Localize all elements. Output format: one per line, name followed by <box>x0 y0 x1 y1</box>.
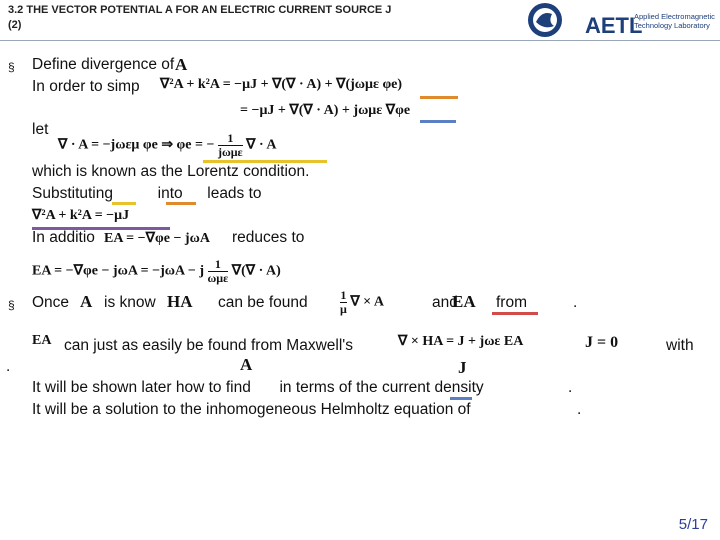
solution-text: It will be a solution to the inhomogeneous Helmholtz equation of <box>32 401 471 418</box>
addition-text: In additio <box>32 229 95 246</box>
equation-1a: ∇²A + k²A = −μJ + ∇(∇ · A) + ∇(jωμε φe) <box>160 77 403 92</box>
equation-2-denominator: jωμε <box>217 145 243 159</box>
define-label: Define divergence of <box>32 56 175 73</box>
page-number: 5/17 <box>678 516 708 533</box>
symbol-A-2: A <box>240 355 253 374</box>
once-numerator: 1 <box>340 288 347 302</box>
underline-blue-2 <box>450 397 472 400</box>
maxwell-text: can just as easily be found from Maxwell's <box>64 337 353 354</box>
solution-period: . <box>577 401 582 418</box>
slide-title <box>8 3 391 33</box>
equation-2-tail: ∇ · A <box>246 137 277 153</box>
lab-logo: AETL <box>585 13 643 38</box>
underline-red <box>492 312 538 315</box>
bullet-marker: § <box>8 60 15 74</box>
later-text <box>32 379 484 397</box>
equation-4-numerator: 1 <box>214 257 221 271</box>
equation-4-lhs: EA = −∇φe − jωA = −jωA − j <box>32 263 204 279</box>
later-text-a: It will be shown later how to find <box>32 379 251 396</box>
once-symbol-A: A <box>80 292 93 311</box>
equation-2-fraction <box>218 132 243 159</box>
slide-title-line2: (2) <box>8 19 22 31</box>
from-text: from <box>496 294 527 311</box>
symbol-J: J <box>458 358 467 377</box>
once-text: Once <box>32 294 70 311</box>
equation-4-tail: ∇(∇ · A) <box>231 263 281 279</box>
and-text: and <box>432 294 458 311</box>
simplify-text: In order to simp <box>32 78 140 95</box>
once-symbol-HA: HA <box>167 292 193 311</box>
university-seal-icon <box>524 0 566 40</box>
can-be-found-text: can be found <box>218 294 308 311</box>
later-period: . <box>568 379 573 396</box>
underline-yellow-2 <box>112 202 136 205</box>
leads-to-label: leads to <box>207 185 262 202</box>
equation-2-lhs: ∇ · A = −jωεμ φe ⇒ φe = − <box>58 137 215 153</box>
once-equation <box>340 289 384 316</box>
equation-3: ∇²A + k²A = −μJ <box>32 208 130 223</box>
later-text-b: in terms of the current density <box>279 379 484 396</box>
lab-logo-subtitle: Applied Electromagnetic Technology Laboratory <box>634 12 715 30</box>
lorenz-text: which is known as the Lorentz condition. <box>32 163 310 180</box>
once-equation-tail: ∇ × A <box>350 294 384 310</box>
ea-symbol: EA <box>32 333 52 348</box>
equation-2 <box>58 132 277 159</box>
maxwell-equation: ∇ × HA = J + jωε EA <box>398 334 524 349</box>
stray-period: . <box>6 358 11 375</box>
equation-2-numerator: 1 <box>227 131 234 145</box>
underline-blue-1 <box>420 120 456 123</box>
substituting-line <box>32 185 262 203</box>
equation-4-fraction <box>208 258 229 285</box>
into-label: into <box>157 185 183 202</box>
once-symbol-EA: EA <box>452 292 476 311</box>
addition-equation: EA = −∇φe − jωA <box>104 231 210 246</box>
once-period: . <box>573 294 578 311</box>
equation-4-denominator: ωμε <box>207 271 229 285</box>
bullet-marker-2: § <box>8 298 15 312</box>
underline-orange-1 <box>420 96 458 99</box>
symbol-A: A <box>175 55 188 74</box>
equation-4 <box>32 258 281 285</box>
once-denominator: μ <box>340 302 347 316</box>
j-equals-zero: J = 0 <box>585 334 619 351</box>
is-known-text: is know <box>104 294 156 311</box>
define-text <box>32 56 174 74</box>
header-divider <box>0 40 720 41</box>
reduces-to-text: reduces to <box>232 229 305 246</box>
equation-1b: = −μJ + ∇(∇ · A) + jωμε ∇φe <box>240 103 411 118</box>
let-text: let <box>32 121 49 138</box>
once-fraction <box>340 289 347 316</box>
substituting-label: Substituting <box>32 185 113 202</box>
underline-orange-2 <box>166 202 196 205</box>
slide-title-line1: 3.2 THE VECTOR POTENTIAL A FOR AN ELECTRIC CURRENT SOURCE J <box>8 4 392 16</box>
with-text: with <box>666 337 694 354</box>
